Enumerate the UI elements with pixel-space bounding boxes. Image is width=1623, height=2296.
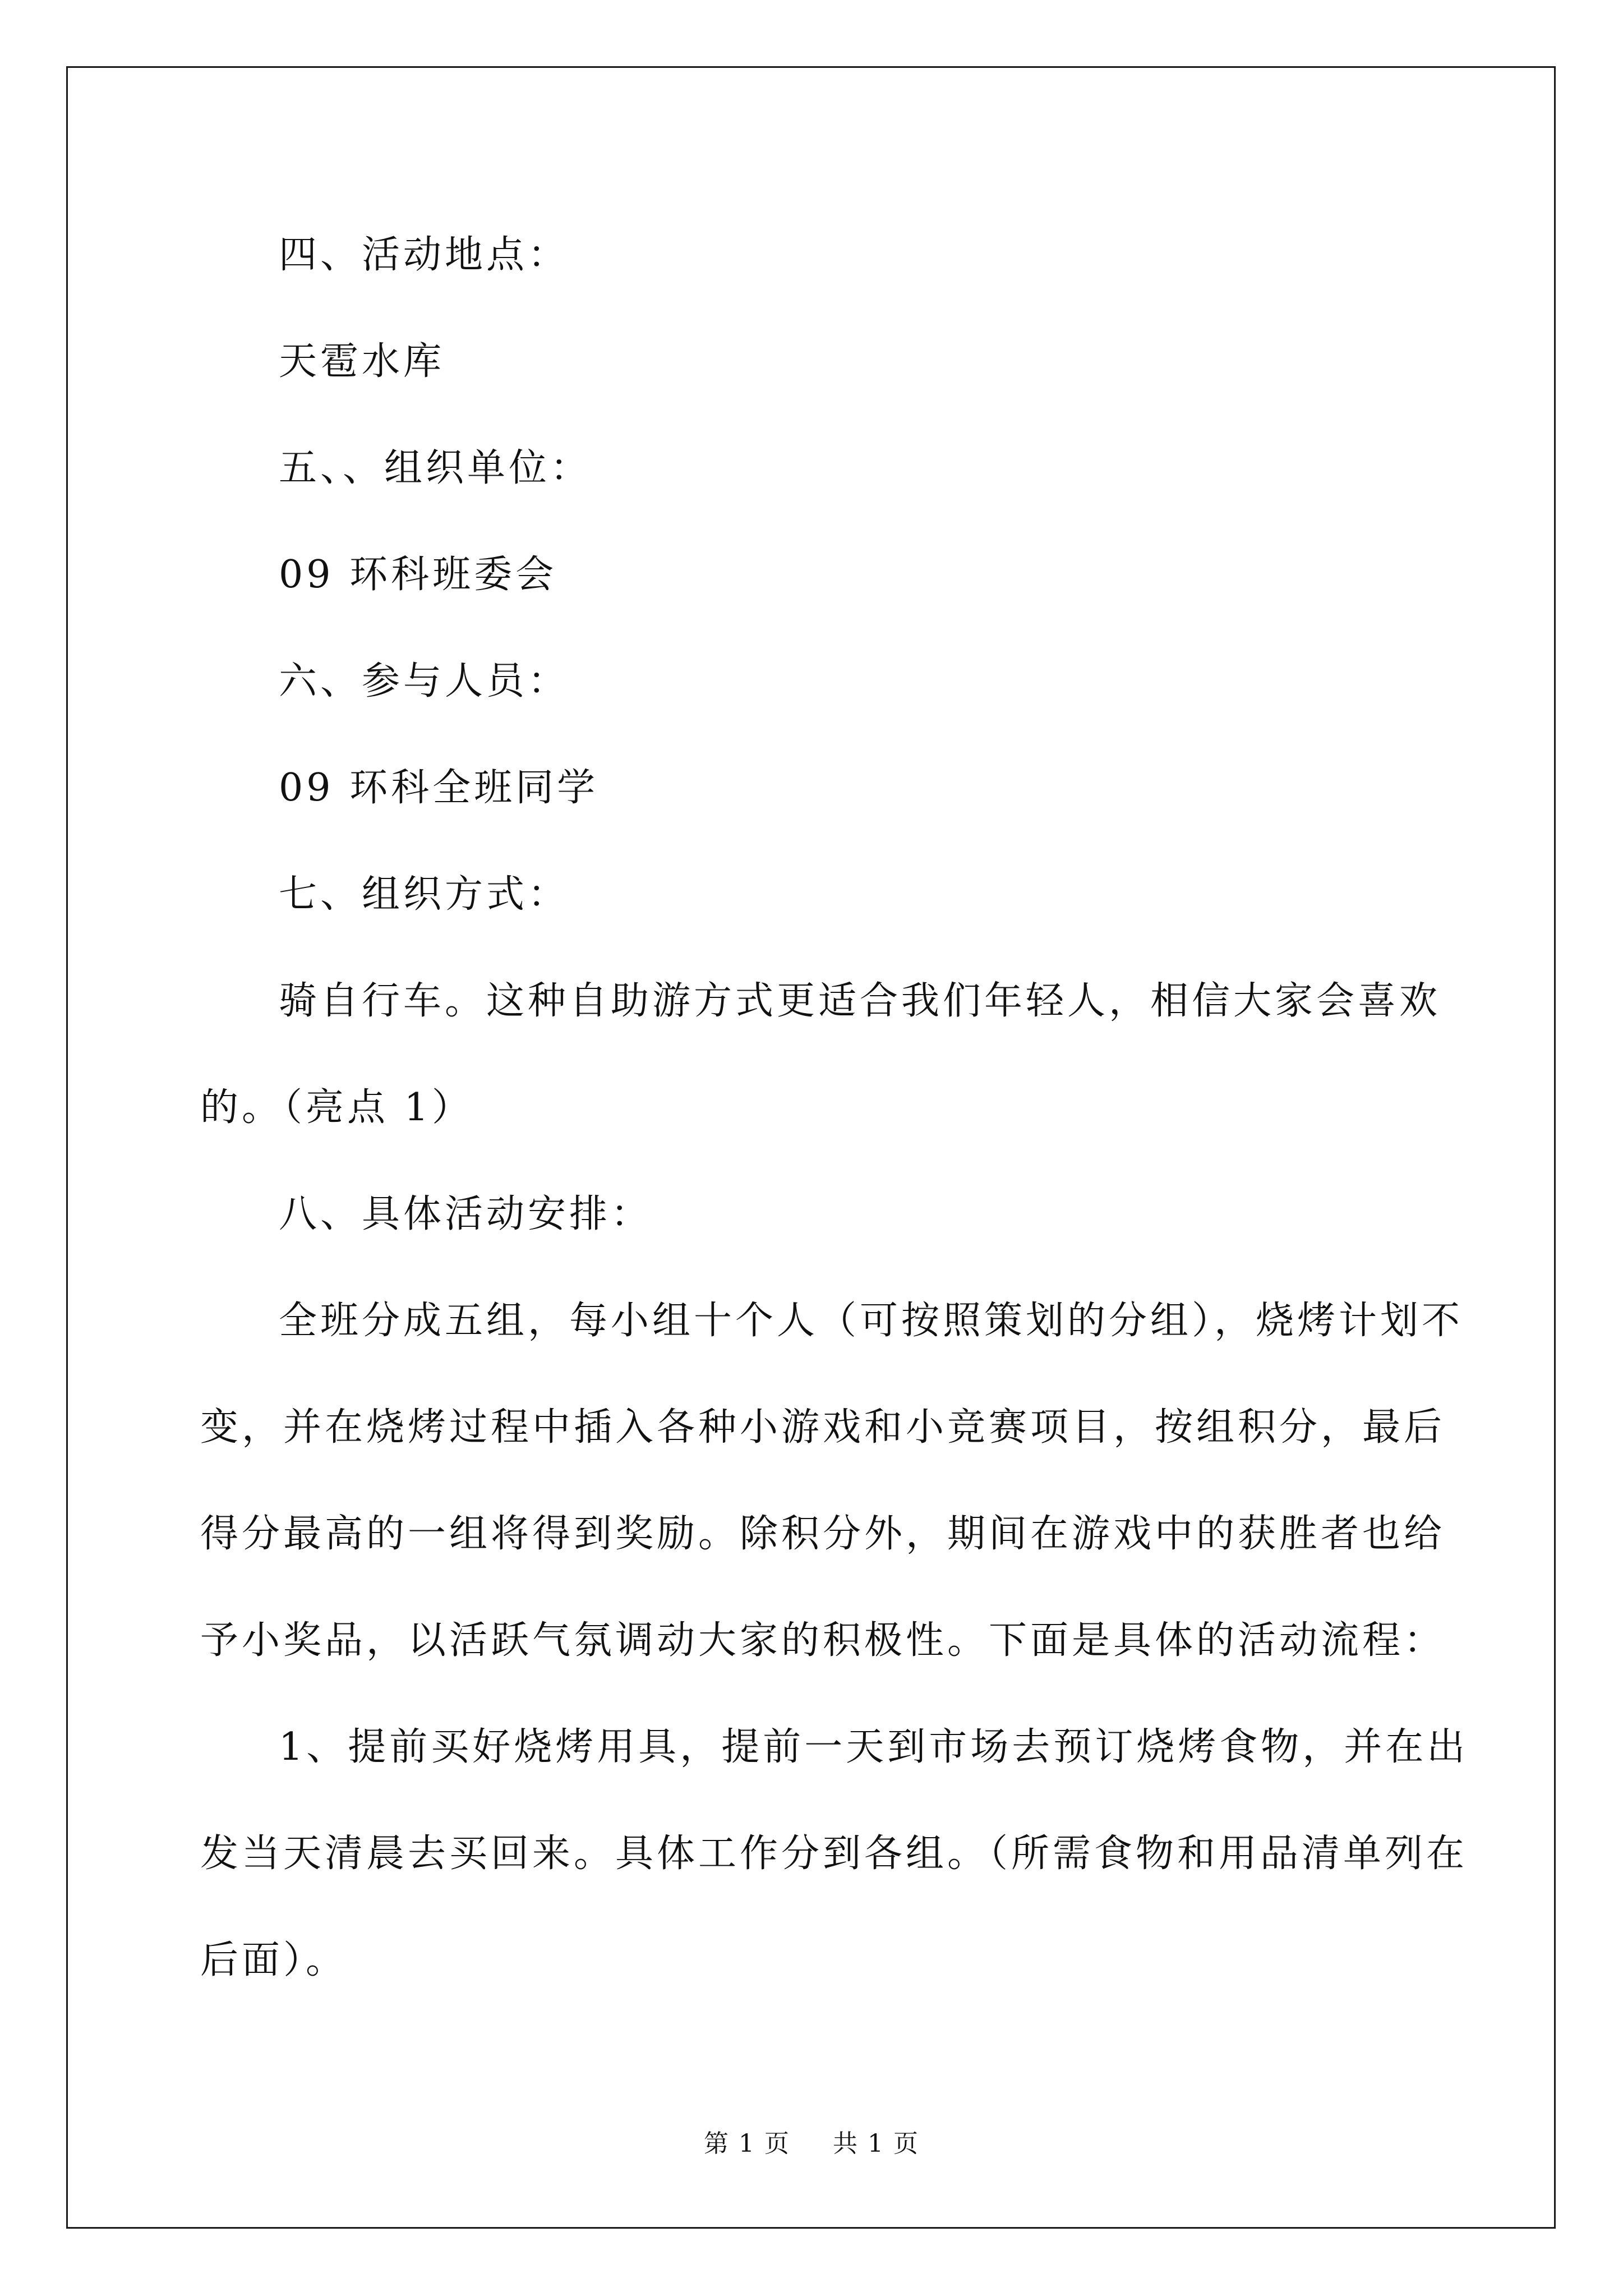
paragraph-line: 四、活动地点： [279, 233, 570, 277]
paragraph-line: 全班分成五组，每小组十个人（可按照策划的分组），烧烤计划不 [279, 1299, 1464, 1343]
paragraph-line: 七、组织方式： [279, 872, 570, 917]
paragraph-line: 变，并在烧烤过程中插入各种小游戏和小竞赛项目，按组积分，最后 [200, 1405, 1446, 1450]
page-number: 第 1 页 [704, 2129, 790, 2158]
paragraph-line: 后面）。 [200, 1938, 348, 1982]
paragraph-line: 1、提前买好烧烤用具，提前一天到市场去预订烧烤食物，并在出 [279, 1725, 1469, 1769]
paragraph-line: 骑自行车。这种自助游方式更适合我们年轻人，相信大家会喜欢 [279, 979, 1441, 1023]
page-footer [0, 2123, 1623, 2159]
paragraph-line: 天雹水库 [279, 339, 445, 384]
paragraph-line: 五、、组织单位： [279, 446, 592, 490]
paragraph-line: 八、具体活动安排： [279, 1192, 653, 1236]
paragraph-line: 09 环科班委会 [279, 553, 557, 597]
page-total: 共 1 页 [833, 2129, 919, 2158]
paragraph-line: 09 环科全班同学 [279, 766, 599, 810]
paragraph-line: 发当天清晨去买回来。具体工作分到各组。（所需食物和用品清单列在 [200, 1832, 1468, 1876]
paragraph-line: 得分最高的一组将得到奖励。除积分外，期间在游戏中的获胜者也给 [200, 1512, 1446, 1556]
paragraph-line: 六、参与人员： [279, 659, 570, 703]
paragraph-line: 予小奖品，以活跃气氛调动大家的积极性。下面是具体的活动流程： [200, 1618, 1446, 1663]
document-body [200, 202, 1469, 2014]
paragraph-line: 的。（亮点 1） [200, 1085, 473, 1130]
